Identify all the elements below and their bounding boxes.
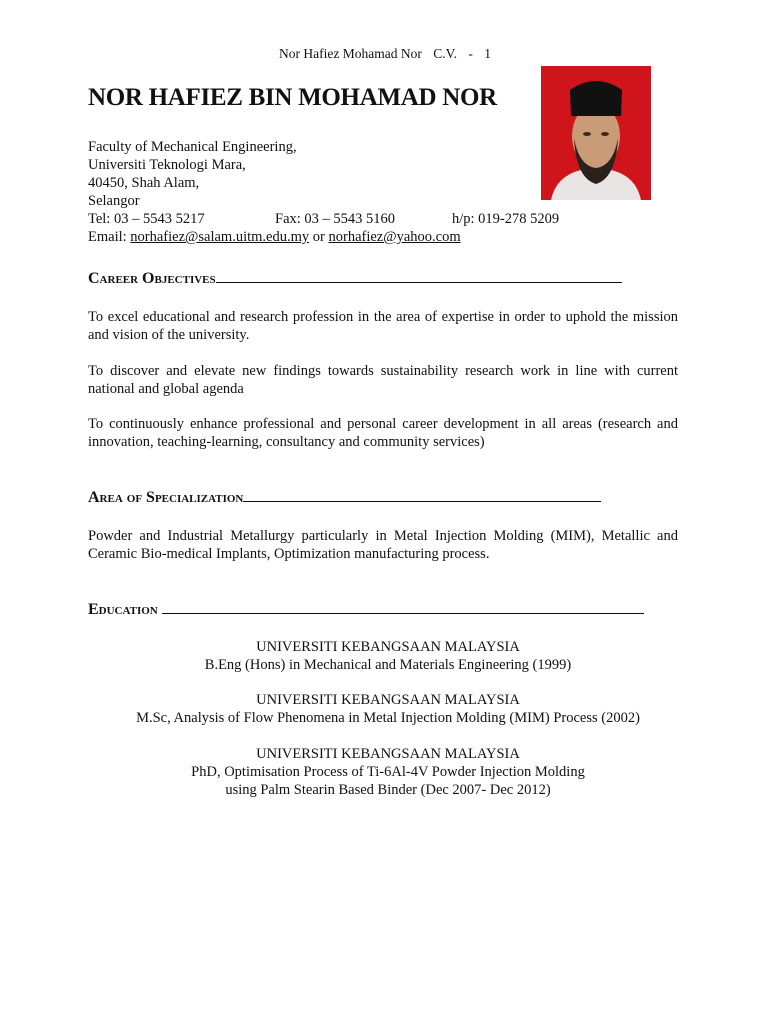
- tel: Tel: 03 – 5543 5217: [88, 211, 205, 227]
- education-entry: [88, 745, 688, 799]
- email-row: [88, 228, 461, 246]
- header-name: Nor Hafiez Mohamad Nor: [279, 46, 422, 61]
- email-link-uitm[interactable]: norhafiez@salam.uitm.edu.my: [130, 229, 310, 245]
- heading-rule: [162, 599, 644, 614]
- degree: B.Eng (Hons) in Mechanical and Materials Engineering (1999): [204, 657, 572, 673]
- email-link-yahoo[interactable]: norhafiez@yahoo.com: [328, 229, 461, 245]
- education-entry: [88, 638, 688, 674]
- handphone: h/p: 019-278 5209: [452, 211, 560, 227]
- fax: Fax: 03 – 5543 5160: [275, 211, 396, 227]
- specialization-paragraph: Powder and Industrial Metallurgy particularly in Metal Injection Molding (MIM), Metallic and Ceramic Bio-medical Implants, Optimization manufacturing process.: [88, 528, 678, 562]
- address-line: 40450, Shah Alam,: [88, 175, 200, 191]
- section-title: Career Objectives: [88, 270, 216, 287]
- school: UNIVERSITI KEBANGSAAN MALAYSIA: [256, 639, 520, 655]
- degree: using Palm Stearin Based Binder (Dec 2007- Dec 2012): [225, 782, 551, 798]
- heading-rule: [216, 268, 622, 283]
- section-heading-career: [88, 268, 622, 288]
- school: UNIVERSITI KEBANGSAAN MALAYSIA: [256, 692, 520, 708]
- degree: M.Sc, Analysis of Flow Phenomena in Metal Injection Molding (MIM) Process (2002): [136, 710, 640, 726]
- section-heading-specialization: [88, 487, 601, 507]
- education-entry: [88, 691, 688, 727]
- header-doc: C.V.: [433, 46, 457, 61]
- heading-rule: [243, 487, 601, 502]
- running-header: [0, 46, 770, 62]
- career-paragraph: To discover and elevate new findings towards sustainability research work in line with current national and global agenda: [88, 363, 678, 397]
- page-number: 1: [484, 46, 491, 61]
- degree: PhD, Optimisation Process of Ti-6Al-4V Powder Injection Molding: [191, 764, 585, 780]
- career-paragraph: To continuously enhance professional and personal career development in all areas (research and innovation, teaching-learning, consultancy and community services): [88, 416, 678, 450]
- cv-name: NOR HAFIEZ BIN MOHAMAD NOR: [88, 84, 497, 111]
- address-line: Faculty of Mechanical Engineering,: [88, 139, 297, 155]
- phone-row: [88, 210, 560, 228]
- address-block: [88, 138, 560, 246]
- profile-photo: [541, 66, 651, 200]
- section-title: Area of Specialization: [88, 489, 244, 506]
- section-title: Education: [88, 601, 158, 618]
- school: UNIVERSITI KEBANGSAAN MALAYSIA: [256, 746, 520, 762]
- career-paragraph: To excel educational and research profession in the area of expertise in order to uphold the mission and vision of the university.: [88, 309, 678, 343]
- section-heading-education: [88, 599, 644, 619]
- email-or: or: [312, 229, 325, 245]
- email-label: Email:: [88, 229, 127, 245]
- header-sep: -: [468, 46, 473, 61]
- address-line: Selangor: [88, 193, 140, 209]
- address-line: Universiti Teknologi Mara,: [88, 157, 246, 173]
